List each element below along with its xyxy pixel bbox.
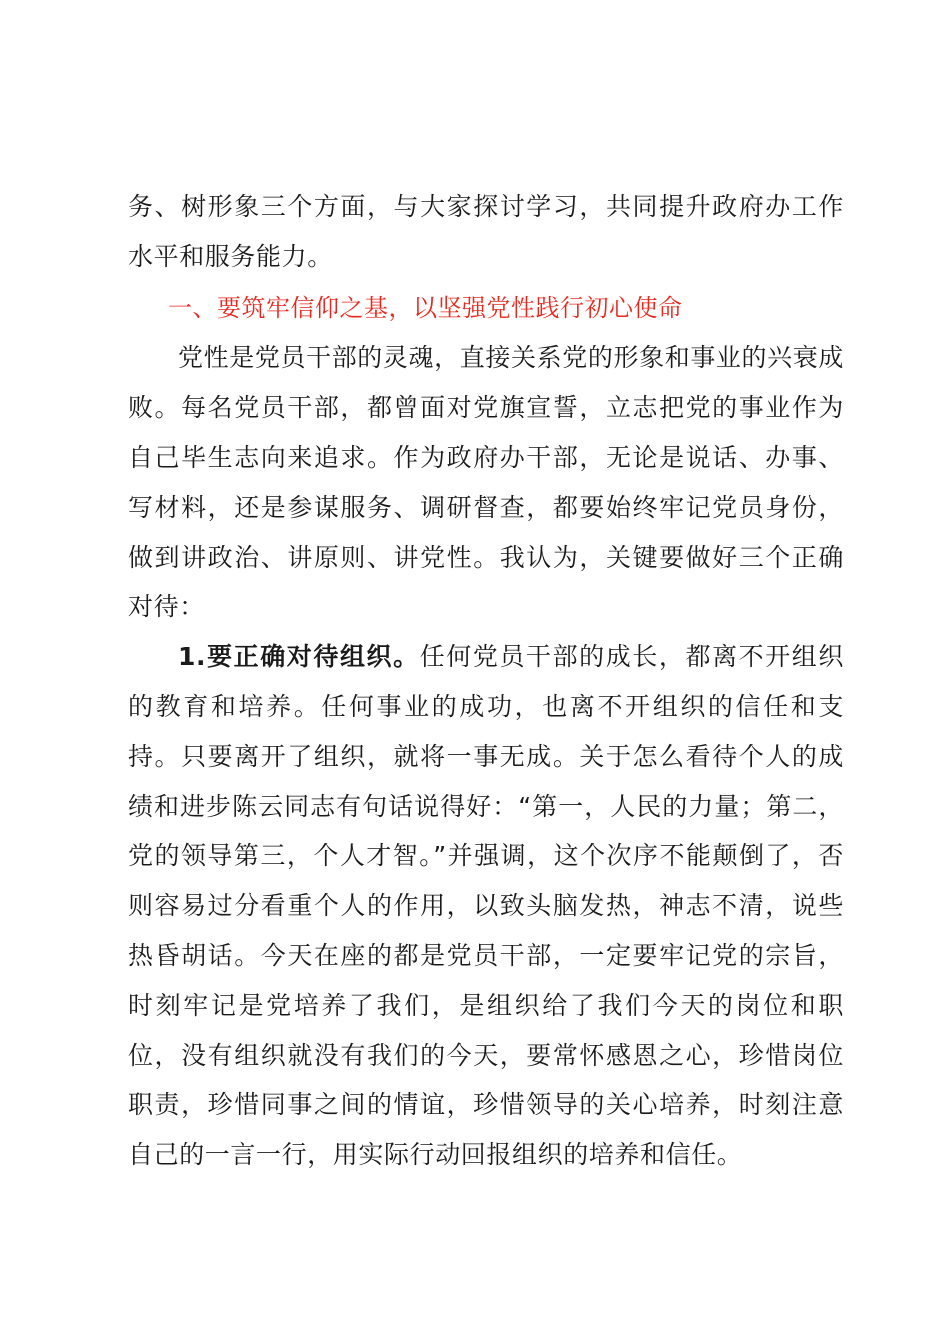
intro-paragraph: 党性是党员干部的灵魂，直接关系党的形象和事业的兴衰成败。每名党员干部，都曾面对党旗宣誓，立志把党的事业作为自己毕生志向来追求。作为政府办干部，无论是说话、办事、写材料，还是参谋服务、调研督查，都要始终牢记党员身份，做到讲政治、讲原则、讲党性。我认为，关键要做好三个正确对待： <box>128 343 844 622</box>
section-heading: 一、要筑牢信仰之基，以坚强党性践行初心使命 <box>168 293 683 322</box>
point-1-paragraph <box>128 632 844 1180</box>
point-1-body: 任何党员干部的成长，都离不开组织的教育和培养。任何事业的成功，也离不开组织的信任和支持。只要离开了组织，就将一事无成。关于怎么看待个人的成绩和进步陈云同志有句话说得好：“第一，人民的力量；第二，党的领导第三，个人才智。”并强调，这个次序不能颠倒了，否则容易过分看重个人的作用，以致头脑发热，神志不清，说些热昏胡话。今天在座的都是党员干部，一定要牢记党的宗旨，时刻牢记是党培养了我们，是组织给了我们今天的岗位和职位，没有组织就没有我们的今天，要常怀感恩之心，珍惜岗位职责，珍惜同事之间的情谊，珍惜领导的关心培养，时刻注意自己的一言一行，用实际行动回报组织的培养和信任。 <box>128 642 844 1170</box>
document-body <box>128 182 844 1180</box>
continuation-paragraph: 务、树形象三个方面，与大家探讨学习，共同提升政府办工作水平和服务能力。 <box>128 192 844 271</box>
point-1-lead: 1.要正确对待组织。 <box>178 642 420 672</box>
